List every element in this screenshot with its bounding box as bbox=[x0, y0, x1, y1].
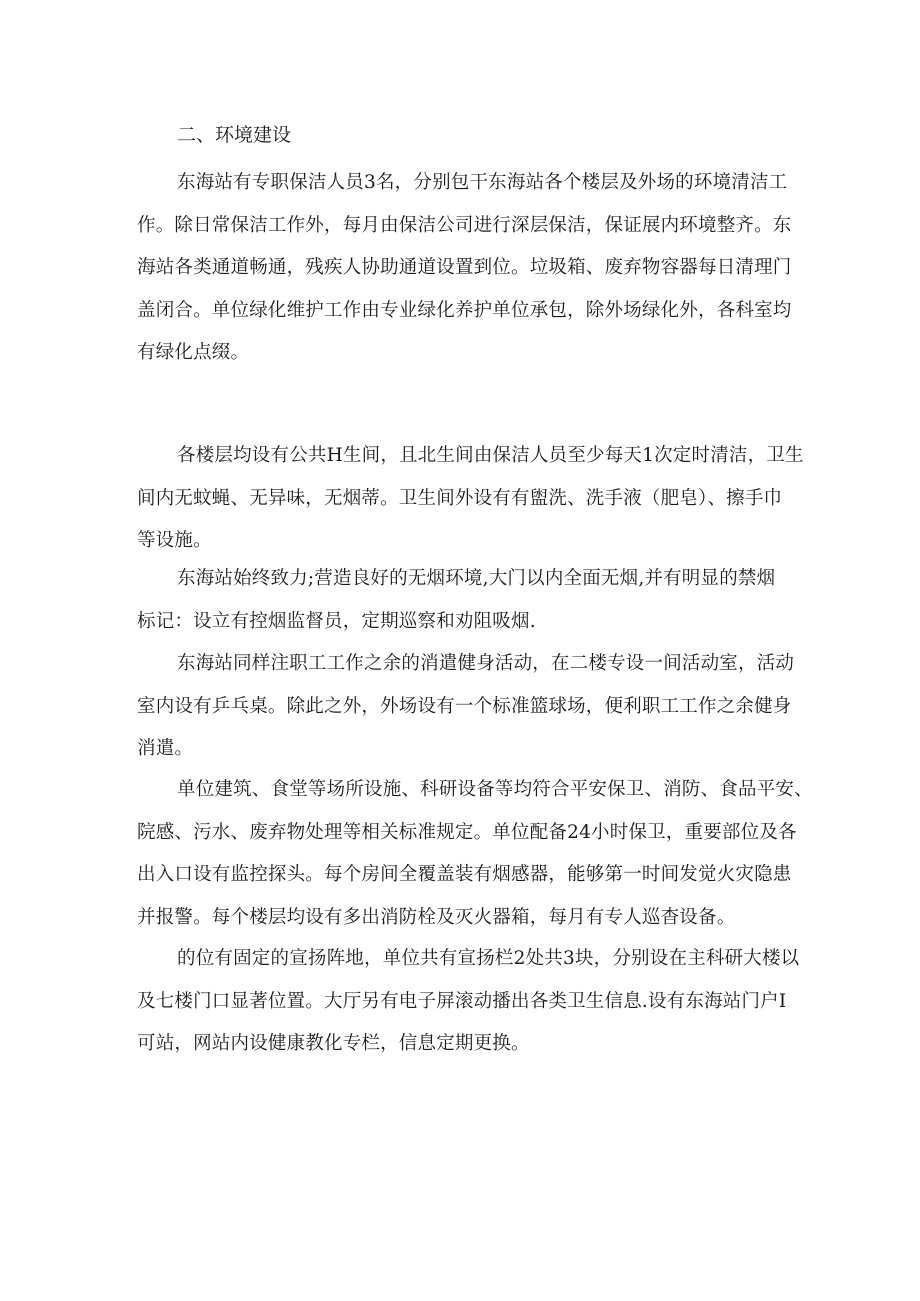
text-line: 院感、污水、废弃物处理等相关标准规定。单位配备24小时保卫，重要部位及各 bbox=[137, 821, 797, 843]
paragraph-publicity bbox=[137, 938, 800, 1066]
text-line: 作。除日常保洁工作外，每月由保洁公司进行深层保洁，保证展内环境整齐。东 bbox=[137, 214, 792, 236]
text-line: 出入口设有监控探头。每个房间全覆盖装有烟感器，能够第一时间发觉火灾隐患 bbox=[137, 864, 792, 885]
text-line: 海站各类通道畅通，残疾人协助通道设置到位。垃圾箱、废弃物容器每日清理门 bbox=[137, 257, 792, 278]
text-line: 东海站有专职保洁人员3名，分别包干东海站各个楼层及外场的环境清洁工 bbox=[177, 172, 788, 193]
text-line: 标记：设立有控烟监督员，定期巡察和劝阻吸烟. bbox=[137, 610, 536, 632]
text-line: 消遣。 bbox=[137, 738, 194, 759]
text-line: 可站，网站内设健康教化专栏，信息定期更换。 bbox=[137, 1033, 530, 1054]
text-line: 及七楼门口显著位置。大厅另有电子屏滚动播出各类卫生信息.设有东海站门户I bbox=[137, 990, 787, 1012]
text-line: 并报警。每个楼层均设有多出消防栓及灭火器箱，每月有专人巡杳设备。 bbox=[137, 906, 736, 928]
text-line: 有绿化点缀。 bbox=[137, 342, 250, 363]
text-line: 单位建筑、食堂等场所设施、科研设备等均符合平安保卫、消防、食品平安、 bbox=[177, 779, 813, 800]
text-line: 各楼层均设有公共H生间，且北生间由保洁人员至少每天1次定时清洁，卫生 bbox=[177, 445, 804, 466]
paragraph-cleaning-staff bbox=[137, 162, 797, 375]
paragraph-safety bbox=[137, 769, 813, 939]
text-line: 东海站同样注职工工作之余的消遣健身活动，在二楼专设一间活动室，活动 bbox=[177, 653, 795, 674]
paragraph-fitness bbox=[137, 643, 797, 771]
text-line: 等设施。 bbox=[137, 530, 212, 551]
text-line: 室内设有乒乓桌。除此之外，外场设有一个标准篮球场，便利职工工作之余健身 bbox=[137, 695, 792, 717]
text-line: 间内无蚊蝇、无异味，无烟蒂。卫生间外设有有盥洗、洗手液（肥皂）、擦手巾 bbox=[137, 487, 783, 509]
text-line: 的位有固定的宣扬阵地，单位共有宣扬栏2处共3块，分别设在主科研大楼以 bbox=[177, 948, 800, 969]
section-heading: 二、环境建设 bbox=[177, 124, 292, 146]
text-line: 盖闭合。单位绿化维护工作由专业绿化养护单位承包，除外场绿化外，各科室均 bbox=[137, 299, 792, 321]
text-line: 东海站始终致力;营造良好的无烟环境,大门以内全面无烟,并有明显的禁烟 bbox=[177, 568, 776, 589]
paragraph-smoke-free bbox=[137, 558, 797, 643]
paragraph-restrooms bbox=[137, 435, 804, 563]
